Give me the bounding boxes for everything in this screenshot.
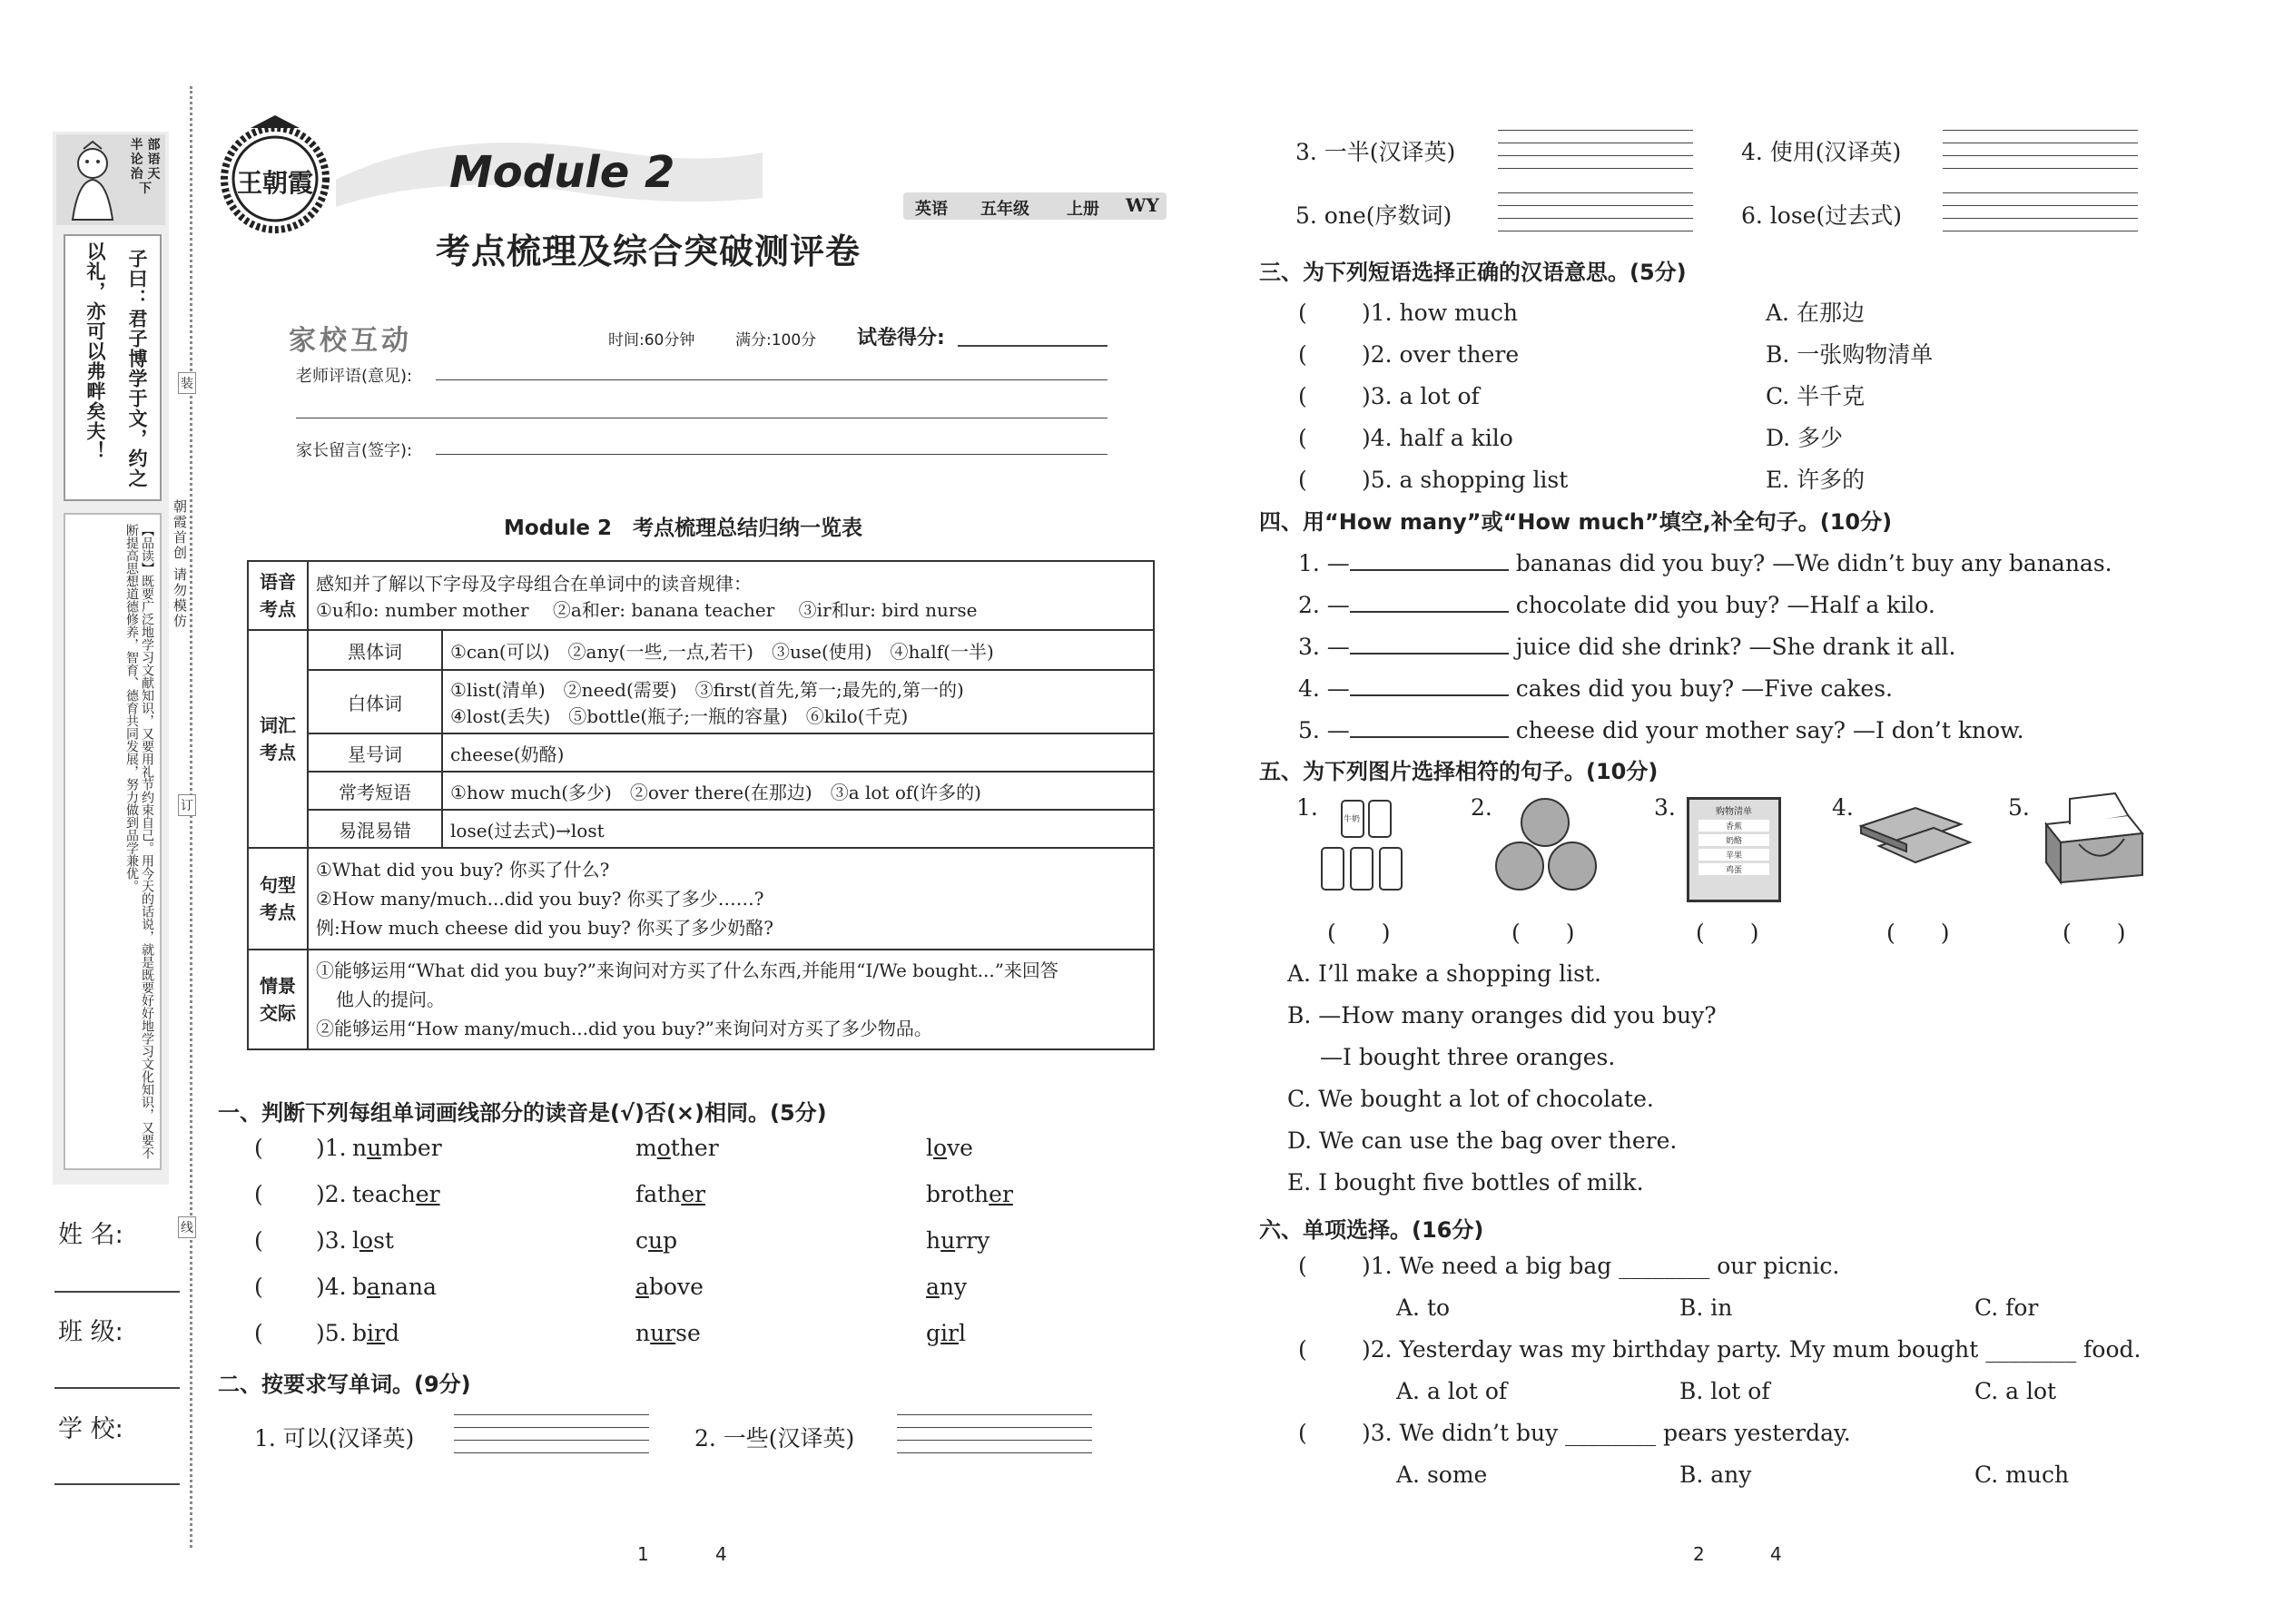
write-line[interactable] — [454, 1427, 649, 1428]
fill-text: cakes did you buy? —Five cakes. — [1515, 675, 1893, 702]
match-option: A. 在那边 — [1766, 300, 1865, 326]
milk-bottles-picture — [1314, 790, 1414, 899]
write-line[interactable] — [1498, 130, 1693, 131]
banner-char: 语 — [147, 153, 161, 167]
vocab-label: 常考短语 — [308, 772, 442, 810]
vocab-text: ①can(可以) ②any(一些,一点,若干) ③use(使用) ④half(一半) — [442, 630, 1154, 670]
word-part: n — [635, 1320, 651, 1346]
mc-option[interactable]: B. any — [1679, 1462, 1752, 1488]
phonics-items — [316, 595, 1146, 622]
pindu-text: 【品读】既要广泛地学习文献知识，又要用礼节约束自己。用今天的话说，就是既要好好地学习文化知识，又要不断提高思想道德修养，智育、德育共同发展，努力做到品学兼优。 — [124, 524, 154, 1159]
word-part: b — [352, 1320, 368, 1346]
underlined-part: er — [681, 1181, 706, 1207]
match-item: ( )4. half a kilo — [1298, 425, 1513, 451]
write-item: 1. 可以(汉译英) — [254, 1425, 415, 1452]
section1-rows — [254, 1135, 1071, 1366]
underlined-part: u — [648, 1227, 664, 1254]
vocab-label: 易混易错 — [308, 810, 442, 848]
pic-num: 3. — [1654, 794, 1676, 821]
pic-num: 1. — [1296, 794, 1318, 821]
phonics-word — [926, 1135, 973, 1161]
sentence-item: ①What did you buy? 你买了什么? — [316, 859, 610, 881]
write-line[interactable] — [454, 1452, 649, 1453]
fill-item — [1298, 543, 2112, 585]
page-number: 2 — [1693, 1543, 1705, 1565]
mc-question: ( )1. We need a big bag ________ our picnic. — [1298, 1253, 1840, 1279]
vocab-cat: 词汇考点 — [248, 630, 308, 848]
phonics-word — [352, 1135, 442, 1161]
write-line[interactable] — [1943, 168, 2138, 169]
school-label: 学 校: — [58, 1415, 123, 1443]
section5-options — [1287, 953, 1717, 1204]
write-item: 6. lose(过去式) — [1741, 202, 1902, 229]
word-part: ve — [947, 1135, 973, 1161]
underlined-part: er — [415, 1181, 440, 1207]
mc-option[interactable]: B. lot of — [1679, 1378, 1770, 1404]
pic-option: B. —How many oranges did you buy? — [1287, 1002, 1717, 1029]
word-part: l — [926, 1135, 933, 1161]
chocolate-picture — [1852, 790, 1979, 881]
word-part: d — [384, 1320, 399, 1346]
row-number: )3. — [316, 1227, 347, 1254]
vocab-text: ④lost(丢失) ⑤bottle(瓶子;一瓶的容量) ⑥kilo(千克) — [450, 705, 909, 727]
binding-line — [190, 86, 192, 1548]
section2-title: 二、按要求写单词。(9分) — [218, 1372, 471, 1397]
match-item: ( )1. how much — [1298, 300, 1518, 326]
list-entry: 奶酪 — [1698, 834, 1769, 846]
edition-tag: WY — [1126, 194, 1159, 216]
list-entry: 香蕉 — [1698, 820, 1769, 832]
underlined-part: ir — [367, 1320, 385, 1346]
fill-num: 3. — — [1298, 634, 1350, 660]
phonics-intro: 感知并了解以下字母及字母组合在单词中的读音规律： — [316, 573, 752, 595]
pic-option: A. I’ll make a shopping list. — [1287, 960, 1601, 987]
phonics-cat: 语音考点 — [248, 561, 308, 630]
phonics-word — [926, 1227, 989, 1254]
underlined-part: a — [635, 1274, 649, 1300]
write-item: 2. 一些(汉译英) — [694, 1425, 855, 1452]
phonics-word — [635, 1227, 677, 1254]
mc-option[interactable]: A. to — [1396, 1294, 1451, 1321]
underlined-part: o — [933, 1135, 948, 1161]
section3-list — [1298, 292, 1568, 501]
word-part: l — [958, 1320, 966, 1346]
row-number: )2. — [316, 1181, 347, 1207]
fill-item — [1298, 626, 2112, 668]
milk-label: 牛奶 — [1344, 815, 1361, 824]
phonics-item: ①u和o: number mother — [316, 599, 529, 621]
grade-tag: 五年级 — [980, 200, 1029, 219]
mc-stem: )3. We didn’t buy ________ pears yesterday. — [1362, 1420, 1851, 1446]
page-total: 4 — [1770, 1543, 1782, 1565]
quote-box — [64, 234, 162, 501]
phonics-word — [926, 1181, 1013, 1207]
term-tag: 上册 — [1067, 200, 1099, 219]
situation-item: 他人的提问。 — [336, 989, 445, 1010]
underlined-part: ur — [650, 1320, 676, 1346]
list-entry: 苹果 — [1698, 849, 1769, 861]
word-part: mber — [381, 1135, 442, 1161]
row-number: )4. — [316, 1274, 347, 1300]
phonics-word — [352, 1227, 394, 1254]
situation-item: ①能够运用“What did you buy?”来询问对方买了什么东西,并能用“I/We bought...”来回答 — [316, 960, 1058, 981]
vocab-cell — [442, 670, 1154, 733]
vocab-label: 星号词 — [308, 733, 442, 772]
write-line[interactable] — [897, 1427, 1092, 1428]
write-line[interactable] — [897, 1452, 1092, 1453]
match-phrase: )3. a lot of — [1362, 383, 1480, 409]
phonics-row — [254, 1181, 1071, 1227]
word-part: broth — [926, 1181, 989, 1207]
parent-comment-label: 家长留言(签字): — [296, 441, 413, 460]
pindu-box — [64, 513, 162, 1170]
fill-item — [1298, 585, 2112, 626]
section4-title: 四、用“How many”或“How much”填空,补全句子。(10分) — [1259, 509, 1893, 535]
answer-bracket[interactable]: ( — [254, 1135, 263, 1161]
banner-char: 半 — [130, 138, 143, 153]
word-part: nana — [379, 1274, 437, 1300]
write-line[interactable] — [1498, 168, 1693, 169]
phonics-word — [352, 1320, 399, 1346]
fill-text: juice did she drink? —She drank it all. — [1515, 634, 1956, 660]
section4-list — [1298, 543, 2112, 752]
underlined-part: ir — [940, 1320, 959, 1346]
answer-bracket[interactable]: ( ) — [1886, 920, 1950, 946]
class-label: 班 级: — [58, 1318, 123, 1346]
underlined-part: er — [989, 1181, 1013, 1207]
pic-num: 5. — [2008, 794, 2030, 821]
quote-line-a: 子曰：君子博学于文，约之 — [126, 249, 148, 488]
answer-bracket[interactable]: ( — [254, 1274, 263, 1300]
row-number: )5. — [316, 1320, 347, 1346]
word-part: m — [635, 1135, 657, 1161]
answer-bracket[interactable]: ( ) — [2063, 920, 2126, 946]
vocab-text: ①list(清单) ②need(需要) ③first(首先,第一;最先的,第一的) — [450, 679, 964, 701]
write-line[interactable] — [1943, 155, 2138, 156]
vocab-label: 白体词 — [308, 670, 442, 733]
fill-blank[interactable] — [1350, 653, 1509, 655]
cut-label: 装 — [178, 372, 196, 394]
mc-option[interactable]: C. a lot — [1974, 1378, 2057, 1404]
phonics-word — [635, 1320, 701, 1346]
section5-title: 五、为下列图片选择相符的句子。(10分) — [1259, 759, 1659, 784]
word-part: teach — [352, 1181, 416, 1207]
match-phrase: )1. how much — [1362, 300, 1518, 326]
write-line[interactable] — [1943, 218, 2138, 219]
pic-option: D. We can use the bag over there. — [1287, 1127, 1678, 1154]
phonics-row — [254, 1274, 1071, 1320]
jxhd-badge: 家校互动 — [289, 325, 412, 357]
mc-option[interactable]: A. a lot of — [1396, 1378, 1508, 1404]
answer-bracket[interactable]: ( ) — [1511, 920, 1575, 946]
mc-option[interactable]: C. much — [1974, 1462, 2070, 1488]
cut-label: 订 — [178, 794, 196, 816]
phonics-word — [352, 1274, 437, 1300]
underlined-part: o — [359, 1227, 374, 1254]
fill-text: chocolate did you buy? —Half a kilo. — [1515, 592, 1935, 618]
word-part: st — [373, 1227, 394, 1254]
fill-blank[interactable] — [1350, 736, 1509, 738]
score-field[interactable] — [958, 345, 1108, 347]
write-item: 3. 一半(汉译英) — [1295, 139, 1456, 165]
teacher-comment-field[interactable] — [436, 379, 1108, 380]
mc-stem: )1. We need a big bag ________ our picnic. — [1362, 1253, 1840, 1279]
underlined-part: a — [926, 1274, 940, 1300]
word-part: g — [926, 1320, 941, 1346]
write-line[interactable] — [454, 1440, 649, 1441]
answer-bracket[interactable]: ( — [254, 1227, 263, 1254]
fill-num: 1. — — [1298, 550, 1350, 576]
summary-title: Module 2 考点梳理总结归纳一览表 — [504, 517, 863, 540]
match-item: ( )3. a lot of — [1298, 383, 1480, 409]
banner-char: 论 — [130, 153, 143, 167]
mc-option[interactable]: A. some — [1396, 1462, 1488, 1488]
write-item: 5. one(序数词) — [1295, 202, 1452, 229]
write-item: 4. 使用(汉译英) — [1741, 139, 1902, 165]
write-line[interactable] — [1498, 205, 1693, 206]
sentence-cat: 句型考点 — [248, 848, 308, 950]
section3-options — [1766, 292, 1933, 501]
parent-comment-field[interactable] — [436, 454, 1108, 455]
class-field[interactable] — [54, 1387, 180, 1389]
write-line[interactable] — [897, 1414, 1092, 1415]
list-title: 购物清单 — [1716, 807, 1752, 817]
answer-bracket[interactable]: ( — [254, 1320, 263, 1346]
underlined-part: o — [656, 1135, 671, 1161]
underlined-part: a — [367, 1274, 380, 1300]
situation-item: ②能够运用“How many/much...did you buy?”来询问对方买了多少物品。 — [316, 1018, 932, 1039]
vocab-text: ①how much(多少) ②over there(在那边) ③a lot of(许多的) — [442, 772, 1154, 810]
banner-char: 天 — [147, 167, 161, 182]
mc-option[interactable]: B. in — [1679, 1294, 1733, 1321]
banner-char: 治 — [130, 167, 143, 182]
confucius-icon — [60, 138, 125, 221]
summary-table — [247, 560, 1155, 1050]
phonics-cell — [308, 561, 1154, 630]
word-part: bove — [648, 1274, 704, 1300]
word-part: ther — [670, 1135, 719, 1161]
phonics-row — [254, 1135, 1071, 1181]
phonics-item: ②a和er: banana teacher — [552, 599, 775, 621]
sentence-item: ②How many/much...did you buy? 你买了多少……? — [316, 888, 764, 910]
oranges-picture — [1489, 790, 1607, 899]
match-phrase: )4. half a kilo — [1362, 425, 1513, 451]
banner-char: 下 — [139, 182, 152, 196]
write-line[interactable] — [1498, 192, 1693, 193]
underlined-part: u — [367, 1135, 382, 1161]
write-line[interactable] — [1498, 218, 1693, 219]
word-part: h — [926, 1227, 941, 1254]
score-label: 试卷得分: — [857, 327, 945, 349]
margin-banner — [56, 134, 165, 225]
write-line[interactable] — [1943, 130, 2138, 131]
banner-char: 部 — [147, 138, 161, 153]
word-part: n — [352, 1135, 368, 1161]
sentence-cell — [308, 848, 1154, 950]
module-title: Module 2 — [449, 147, 675, 198]
name-field[interactable] — [54, 1291, 180, 1293]
mc-question: ( )2. Yesterday was my birthday party. My mum bought ________ food. — [1298, 1336, 2141, 1363]
sentence-item: 例:How much cheese did you buy? 你买了多少奶酪? — [316, 917, 773, 939]
pic-option: —I bought three oranges. — [1320, 1044, 1616, 1070]
match-phrase: )2. over there — [1362, 341, 1520, 368]
fill-item — [1298, 710, 2112, 752]
answer-bracket[interactable]: ( ) — [1696, 920, 1759, 946]
phonics-word — [635, 1181, 705, 1207]
phonics-word — [635, 1135, 719, 1161]
match-option: C. 半千克 — [1766, 383, 1866, 409]
word-part: fath — [635, 1181, 682, 1207]
mc-question: ( )3. We didn’t buy ________ pears yesterday. — [1298, 1420, 1851, 1446]
phonics-word — [926, 1274, 967, 1300]
phonics-word — [635, 1274, 704, 1300]
school-field[interactable] — [54, 1483, 180, 1485]
logo-text: 王朝霞 — [236, 168, 313, 198]
teacher-comment-label: 老师评语(意见): — [296, 367, 413, 386]
answer-bracket[interactable]: ( ) — [1327, 920, 1391, 946]
phonics-row — [254, 1227, 1071, 1274]
name-label: 姓 名: — [58, 1221, 123, 1249]
word-part: rry — [955, 1227, 990, 1254]
row-number: )1. — [316, 1135, 347, 1161]
mc-stem: )2. Yesterday was my birthday party. My mum bought ________ food. — [1362, 1336, 2141, 1363]
pic-option: C. We bought a lot of chocolate. — [1287, 1086, 1654, 1112]
write-line[interactable] — [1943, 205, 2138, 206]
phonics-word — [926, 1320, 966, 1346]
quote-line-b: 以礼，亦可以弗畔矣夫！ — [84, 241, 106, 461]
vocab-label: 黑体词 — [308, 630, 442, 670]
vocab-text: lose(过去式)→lost — [442, 810, 1154, 848]
write-line[interactable] — [1498, 155, 1693, 156]
vocab-text: cheese(奶酪) — [442, 733, 1154, 772]
subject-tag: 英语 — [915, 200, 948, 219]
full-score: 满分:100分 — [735, 331, 817, 349]
page-number: 1 — [637, 1543, 649, 1565]
section3-title: 三、为下列短语选择正确的汉语意思。(5分) — [1259, 260, 1687, 285]
fill-blank[interactable] — [1350, 694, 1509, 696]
write-line[interactable] — [454, 1414, 649, 1415]
pic-num: 2. — [1471, 794, 1492, 821]
fill-text: bananas did you buy? —We didn’t buy any bananas. — [1515, 550, 2112, 576]
section6-title: 六、单项选择。(16分) — [1259, 1217, 1484, 1243]
fill-num: 2. — — [1298, 592, 1350, 618]
write-line[interactable] — [897, 1440, 1092, 1441]
match-option: E. 许多的 — [1766, 467, 1866, 493]
answer-bracket[interactable]: ( — [254, 1181, 263, 1207]
page-total: 4 — [715, 1543, 727, 1565]
match-phrase: )5. a shopping list — [1362, 467, 1569, 493]
list-entry: 鸡蛋 — [1698, 863, 1769, 875]
section1-title: 一、判断下列每组单词画线部分的读音是(√)否(×)相同。(5分) — [218, 1100, 827, 1126]
word-part: se — [675, 1320, 701, 1346]
paper-subtitle: 考点梳理及综合突破测评卷 — [436, 231, 861, 271]
fill-blank[interactable] — [1350, 569, 1509, 571]
phonics-row — [254, 1320, 1071, 1366]
situation-cell — [308, 950, 1154, 1049]
bag-picture — [2033, 788, 2151, 888]
time-limit: 时间:60分钟 — [608, 331, 695, 349]
cut-label: 线 — [178, 1216, 196, 1238]
fill-item — [1298, 668, 2112, 710]
situation-cat: 情景交际 — [248, 950, 308, 1049]
mc-option[interactable]: C. for — [1974, 1294, 2039, 1321]
phonics-item: ③ir和ur: bird nurse — [798, 599, 978, 621]
match-item: ( )5. a shopping list — [1298, 467, 1569, 493]
match-item: ( )2. over there — [1298, 341, 1520, 368]
fill-blank[interactable] — [1350, 611, 1509, 613]
word-part: b — [352, 1274, 368, 1300]
fill-num: 4. — — [1298, 675, 1350, 702]
word-part: c — [635, 1227, 649, 1254]
fill-num: 5. — — [1298, 717, 1350, 743]
match-option: D. 多少 — [1766, 425, 1844, 451]
pic-option: E. I bought five bottles of milk. — [1287, 1169, 1644, 1196]
word-part: p — [663, 1227, 678, 1254]
pic-num: 4. — [1832, 794, 1854, 821]
fill-text: cheese did your mother say? —I don’t know. — [1515, 717, 2024, 743]
underlined-part: u — [940, 1227, 956, 1254]
phonics-word — [352, 1181, 440, 1207]
word-part: ny — [939, 1274, 968, 1300]
vertical-note: 朝霞首创 请勿模仿 — [172, 499, 188, 629]
word-part: l — [352, 1227, 359, 1254]
shopping-list-picture — [1687, 797, 1781, 902]
write-line[interactable] — [1943, 192, 2138, 193]
match-option: B. 一张购物清单 — [1766, 341, 1934, 368]
